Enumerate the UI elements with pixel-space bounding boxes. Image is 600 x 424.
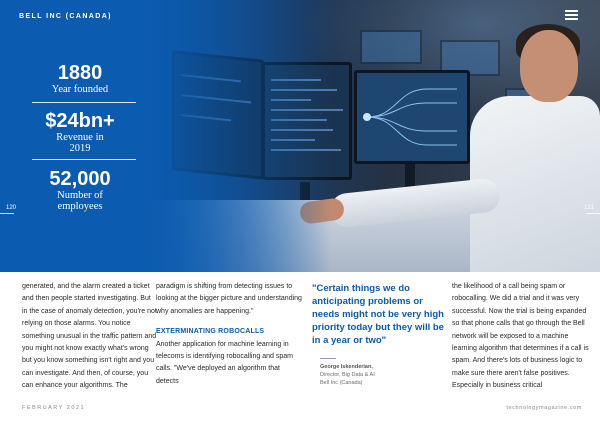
brand-label: BELL INC (CANADA) xyxy=(19,13,112,20)
monitor-network-diagram xyxy=(354,70,470,164)
stat-label: Revenue in 2019 xyxy=(56,132,104,154)
stat-divider xyxy=(32,102,136,103)
text-column-1 xyxy=(22,281,158,393)
stat-value: 1880 xyxy=(57,62,103,84)
footer-website-link[interactable]: technologymagazine.com xyxy=(506,405,582,411)
stat-divider xyxy=(32,159,136,160)
paragraph: Another application for machine learning in telecoms is identifying robocalling and spam calls. "We've deployed an algorithm that detects xyxy=(156,340,293,385)
stat-founded xyxy=(24,62,136,95)
attribution-company: Bell Inc (Canada) xyxy=(320,380,363,387)
stat-value: 52,000 xyxy=(49,168,111,190)
stat-label: Year founded xyxy=(51,84,109,95)
text-column-4 xyxy=(452,281,592,393)
background-screen xyxy=(360,30,422,64)
page-number-rule xyxy=(586,213,600,214)
page-number-right: 121 xyxy=(584,205,595,211)
pull-quote: "Certain things we do anticipating problems or needs might not be very high priority today but they will be in a year or two" xyxy=(312,283,444,346)
quote-attribution xyxy=(320,363,430,388)
stat-revenue xyxy=(24,110,136,154)
hamburger-menu-icon[interactable] xyxy=(565,10,578,20)
desk-fade xyxy=(150,200,330,272)
network-graph-icon xyxy=(357,73,467,161)
footer-date: FEBRUARY 2021 xyxy=(22,405,86,411)
quote-divider xyxy=(320,358,336,359)
page-number-rule xyxy=(0,213,14,214)
page-number-left: 120 xyxy=(6,205,17,211)
paragraph: generated, and the alarm created a ticket and then people started investigating. But in the case of anomaly detection, you're not relying on those alarms. You notice something unusual in the traffic pattern and you might not know exactly what's wrong but you know something isn't right and you can investigate. And then, of course, you can enhance your algorithms. The xyxy=(22,283,157,390)
section-subhead: EXTERMINATING ROBOCALLS xyxy=(156,328,265,336)
attribution-name: George Iskenderian, xyxy=(320,364,373,370)
paragraph: the likelihood of a call being spam or robocalling. We did a trial and it was very successful. Now the trial is being expanded so that phone calls that go through the Bell network will be exposed to a machine learning algorithm that determines if a call is spam. And there's lots of business logic to make sure there aren't false positives. Especially in business critical xyxy=(452,283,589,390)
stat-label: Number of employees xyxy=(57,190,103,212)
paragraph: paradigm is shifting from detecting issues to looking at the bigger picture and understanding why anomalies are happening." xyxy=(156,283,302,315)
text-column-2 xyxy=(156,281,302,388)
stat-value: $24bn+ xyxy=(45,110,115,132)
stat-employees xyxy=(24,168,136,212)
person-head xyxy=(520,30,578,102)
attribution-role: Director, Big Data & AI xyxy=(320,372,375,379)
